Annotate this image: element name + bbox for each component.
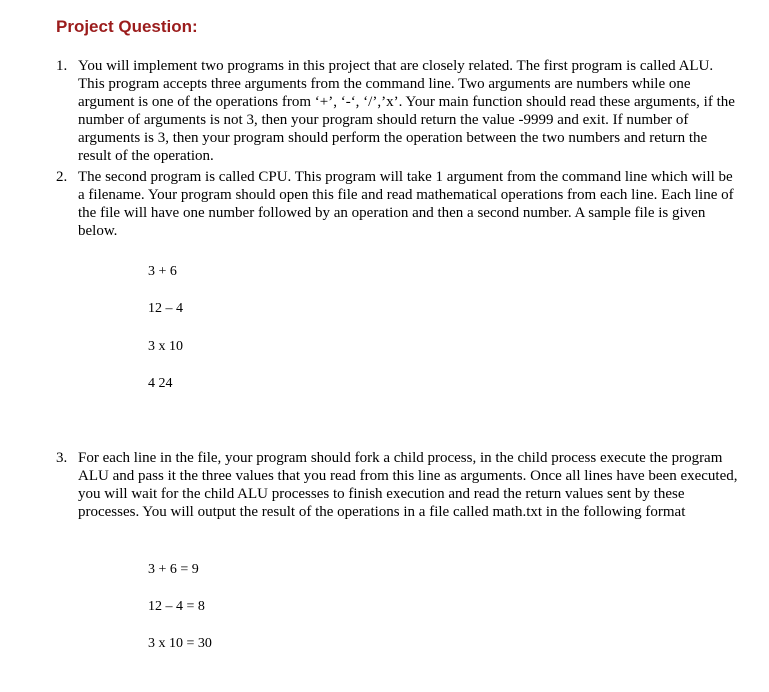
list-item-1 (56, 57, 741, 165)
list-number: 2. (56, 169, 68, 185)
page-title: Project Question: (56, 17, 198, 36)
list-item-text: The second program is called CPU. This program will take 1 argument from the command line which will be a filename. Your program should open this file and read mathematical operations from each line. Each line of the file will have one number followed by an operation and then a second number. A sample file is given below. (78, 169, 734, 239)
sample-output-line: 12 – 4 = 8 (148, 599, 205, 614)
list-item-3 (56, 449, 741, 521)
list-item-text: You will implement two programs in this project that are closely related. The first program is called ALU. This program accepts three arguments from the command line. Two arguments are numbers while one argument is one of the operations from ‘+’, ‘-‘, ‘/’,’x’. Your main function should read these arguments, if the number of arguments is not 3, then your program should return the value -9999 and exit. If number of arguments is 3, then your program should perform the operation between the two numbers and return the result of the operation. (78, 58, 735, 164)
sample-input-line: 3 + 6 (148, 264, 177, 279)
sample-input-line: 12 – 4 (148, 301, 183, 316)
sample-input-line: 3 x 10 (148, 339, 183, 354)
list-item-2 (56, 168, 741, 240)
list-item-text: For each line in the file, your program should fork a child process, in the child process execute the program ALU and pass it the three values that you read from this line as arguments. Once all lines have been executed, you will wait for the child ALU processes to finish execution and read the return values sent by these processes. You will output the result of the operations in a file called math.txt in the following format (78, 450, 738, 520)
sample-output-line: 3 + 6 = 9 (148, 562, 199, 577)
list-number: 1. (56, 58, 68, 74)
sample-input-line: 4 24 (148, 376, 173, 391)
list-number: 3. (56, 450, 68, 466)
sample-output-line: 3 x 10 = 30 (148, 636, 212, 651)
